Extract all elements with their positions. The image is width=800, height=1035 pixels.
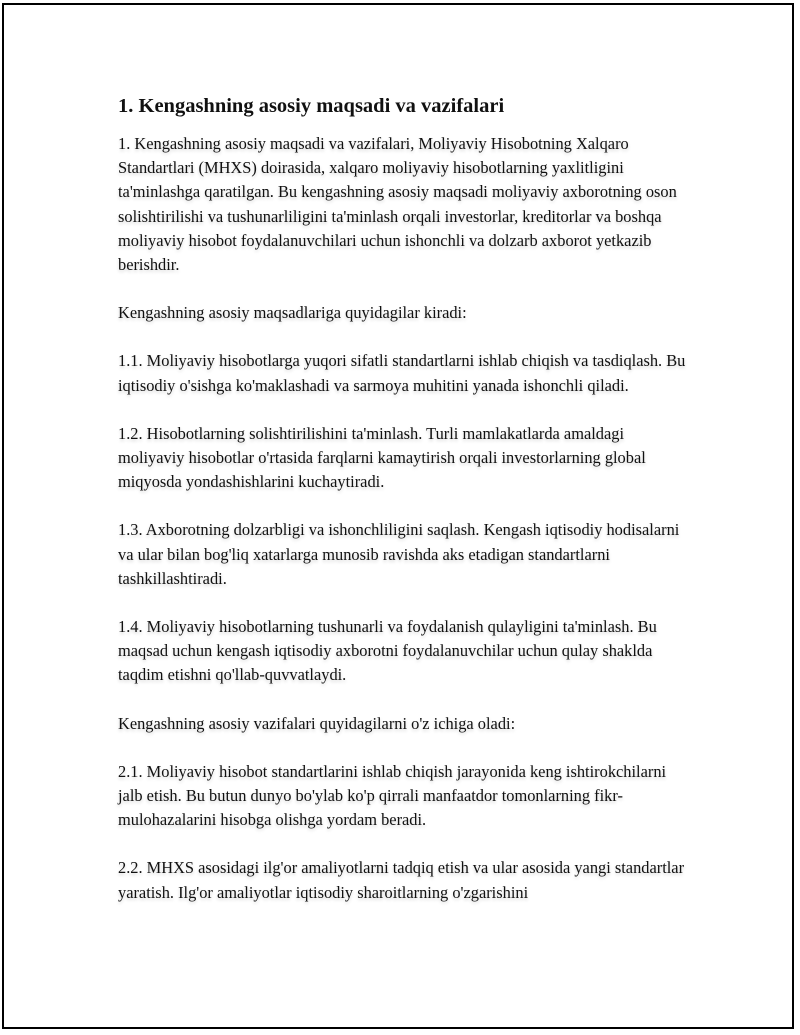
paragraph-goals-intro: Kengashning asosiy maqsadlariga quyidagilar kiradi: (118, 303, 467, 323)
paragraph-task-2-2: 2.2. MHXS asosidagi ilg'or amaliyotlarni tadqiq etish va ular asosida yangi standartlar yaratish. Ilg'or amaliyotlar iqtisodiy sharoitlarning o'zgarishini (118, 858, 685, 902)
paragraph-tasks-intro: Kengashning asosiy vazifalari quyidagilarni o'z ichiga oladi: (118, 713, 516, 733)
document-body (118, 94, 688, 929)
paragraph-goal-1-3: 1.3. Axborotning dolzarbligi va ishonchliligini saqlash. Kengash iqtisodiy hodisalarni va ular bilan bog'liq xatarlarga munosib ravishda aks etadigan standartlarni tashkillashtiradi. (118, 520, 680, 588)
paragraph-goal-1-2: 1.2. Hisobotlarning solishtirilishini ta'minlash. Turli mamlakatlarda amaldagi moliyaviy hisobotlar o'rtasida farqlarni kamaytirish orqali investorlarning global miqyosda yondashishlarini kuchaytiradi. (118, 423, 646, 492)
paragraph-goal-1-1: 1.1. Moliyaviy hisobotlarga yuqori sifatli standartlarni ishlab chiqish va tasdiqlash. Bu iqtisodiy o'sishga ko'maklashadi va sarmoya muhitini yanada ishonchli qiladi. (118, 351, 686, 395)
paragraph-task-2-1: 2.1. Moliyaviy hisobot standartlarini ishlab chiqish jarayonida keng ishtirokchilarni jalb etish. Bu butun dunyo bo'ylab ko'p qirrali manfaatdor tomonlarning fikr-mulohazalarini hisobga olishga yordam beradi. (118, 761, 667, 830)
paragraph-intro: 1. Kengashning asosiy maqsadi va vazifalari, Moliyaviy Hisobotning Xalqaro Standartlari (MHXS) doirasida, xalqaro moliyaviy hisobotlarning yaxlitligini ta'minlashga qaratilgan. Bu kengashning asosiy maqsadi moliyaviy axborotning oson solishtirilishi va tushunarliligini ta'minlash orqali investorlar, kreditorlar va boshqa moliyaviy hisobot foydalanuvchilari uchun ishonchli va dolzarb axborot yetkazib berishdir. (118, 134, 677, 275)
section-heading: 1. Kengashning asosiy maqsadi va vazifalari (118, 95, 505, 117)
paragraph-goal-1-4: 1.4. Moliyaviy hisobotlarning tushunarli va foydalanish qulayligini ta'minlash. Bu maqsad uchun kengash iqtisodiy axborotni foydalanuvchilar uchun qulay shaklda taqdim etishni qo'llab-quvvatlaydi. (118, 617, 657, 685)
